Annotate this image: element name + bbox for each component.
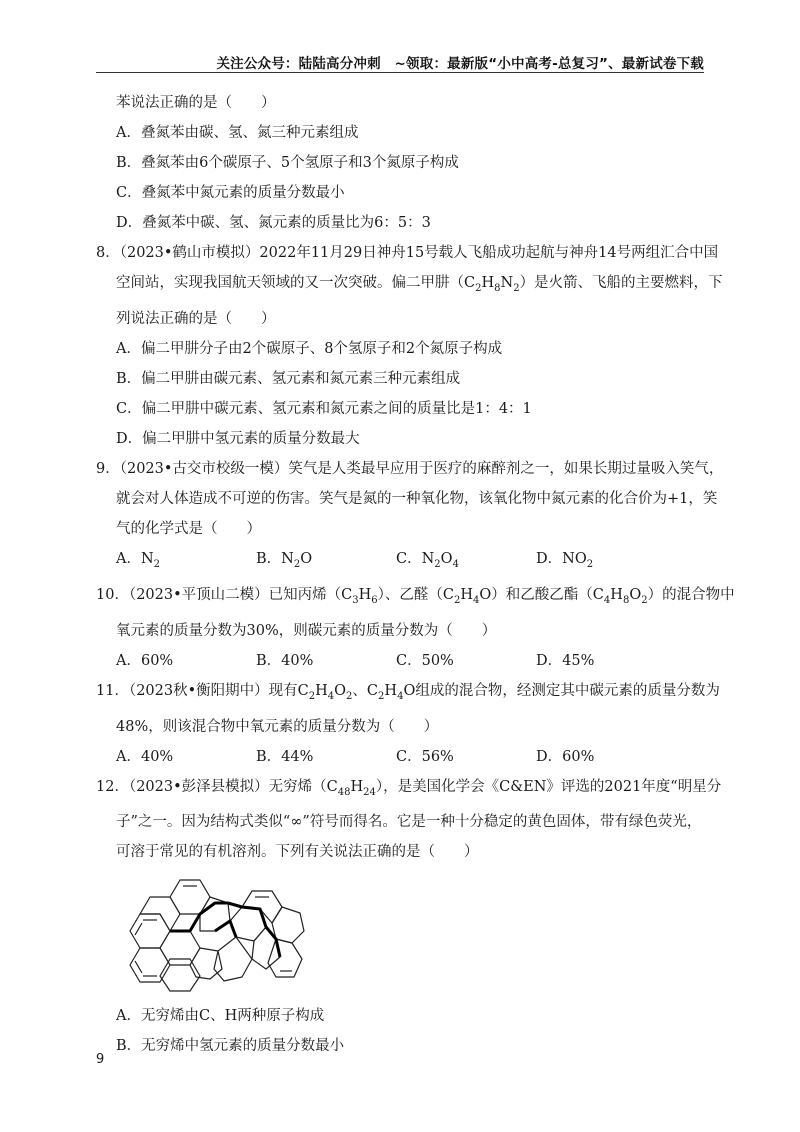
q9-options bbox=[96, 544, 704, 580]
q10-stem-line2: 氧元素的质量分数为30%，则碳元素的质量分数为（ ） bbox=[116, 622, 497, 639]
q12-option-a: A．无穷烯由C、H两种原子构成 bbox=[116, 1008, 325, 1025]
q10-option-d: D．45% bbox=[536, 652, 595, 669]
q8-stem-line2: 空间站，实现我国航天领域的又一次突破。偏二甲肼$(C_2H_8N_2)$是火箭、飞船的主要燃料，下 bbox=[116, 275, 723, 294]
q10-options bbox=[96, 646, 704, 676]
q9-stem-line2: 就会对人体造成不可逆的伤害。笑气是氮的一种氧化物，该氧化物中氮元素的化合价为+1，笑 bbox=[116, 490, 718, 507]
q9-option-c: C．$N_2O_4$ bbox=[396, 550, 459, 570]
q8-stem-line3: 列说法正确的是（ ） bbox=[116, 310, 276, 327]
q10-option-a: A．60% bbox=[116, 652, 174, 669]
header-divider bbox=[96, 72, 704, 73]
q7-stem-tail: 苯说法正确的是（ ） bbox=[116, 95, 276, 111]
q8-stem-line1: 8．（2023•鹤山市模拟）2022年11月29日神舟15号载人飞船成功起航与神舟14号两组汇合中国 bbox=[96, 245, 719, 261]
q11-options bbox=[96, 742, 704, 772]
q9-stem-line1: 9．（2023•古交市校级一模）笑气是人类最早应用于医疗的麻醉剂之一，如果长期过量吸入笑气， bbox=[96, 460, 724, 477]
q11-stem-line1: 11．（2023秋•衡阳期中）现有$C_2H_4O_2$、$C_2H_4O$组成的混合物，经测定其中碳元素的质量分数为 bbox=[96, 682, 720, 702]
q11-option-d: D．60% bbox=[536, 748, 595, 765]
q9-option-d: D．$NO_2$ bbox=[536, 550, 594, 570]
page-header: 关注公众号：陆陆高分冲刺 ~领取：最新版“小中高考-总复习”、最新试卷下载 bbox=[216, 56, 704, 72]
q8-option-c: C．偏二甲肼中碳元素、氢元素和氮元素之间的质量比是1：4：1 bbox=[116, 400, 532, 417]
q12-option-b: B．无穷烯中氢元素的质量分数最小 bbox=[116, 1038, 345, 1055]
q12-stem-line2: 子”之一。因为结构式类似“∞”符号而得名。它是一种十分稳定的黄色固体，带有绿色荧光， bbox=[116, 814, 702, 831]
q11-stem-line2: 48%，则该混合物中氧元素的质量分数为（ ） bbox=[116, 718, 439, 735]
q11-option-a: A．40% bbox=[116, 748, 174, 765]
q10-option-c: C．50% bbox=[396, 652, 454, 669]
q7-option-a: A．叠氮苯由碳、氢、氮三种元素组成 bbox=[116, 125, 359, 141]
q10-stem-line1: 10．（2023•平顶山二模）已知丙烯$(C_3H_6)$、乙醛$(C_2H_4O)$和乙酸乙酯$(C_4H_8O_2)$的混合物中 bbox=[96, 586, 735, 606]
q8-option-d: D．偏二甲肼中氢元素的质量分数最大 bbox=[116, 430, 360, 447]
q7-option-c: C．叠氮苯中氮元素的质量分数最小 bbox=[116, 185, 345, 201]
q12-stem-line3: 可溶于常见的有机溶剂。下列有关说法正确的是（ ） bbox=[116, 844, 479, 861]
infinitene-structure-diagram bbox=[110, 873, 310, 993]
q7-option-d: D．叠氮苯中碳、氢、氮元素的质量比为6：5：3 bbox=[116, 215, 431, 231]
q10-option-b: B．40% bbox=[256, 652, 314, 669]
document-body bbox=[96, 88, 735, 1061]
q11-option-b: B．44% bbox=[256, 748, 314, 765]
q9-stem-line3: 气的化学式是（ ） bbox=[116, 520, 261, 537]
q12-stem-line1: 12．（2023•彭泽县模拟）无穷烯$(C_{48}H_{24})$，是美国化学会《C&EN》评选的2021年度“明星分 bbox=[96, 778, 722, 798]
q8-option-a: A．偏二甲肼分子由2个碳原子、8个氢原子和2个氮原子构成 bbox=[116, 340, 503, 357]
q11-option-c: C．56% bbox=[396, 748, 454, 765]
q9-option-a: A．$N_2$ bbox=[116, 550, 161, 570]
page-number: 9 bbox=[96, 1052, 105, 1067]
q8-option-b: B．偏二甲肼由碳元素、氢元素和氮元素三种元素组成 bbox=[116, 370, 461, 387]
q9-option-b: B．$N_2O$ bbox=[256, 550, 313, 570]
q7-option-b: B．叠氮苯由6个碳原子、5个氢原子和3个氮原子构成 bbox=[116, 155, 459, 171]
